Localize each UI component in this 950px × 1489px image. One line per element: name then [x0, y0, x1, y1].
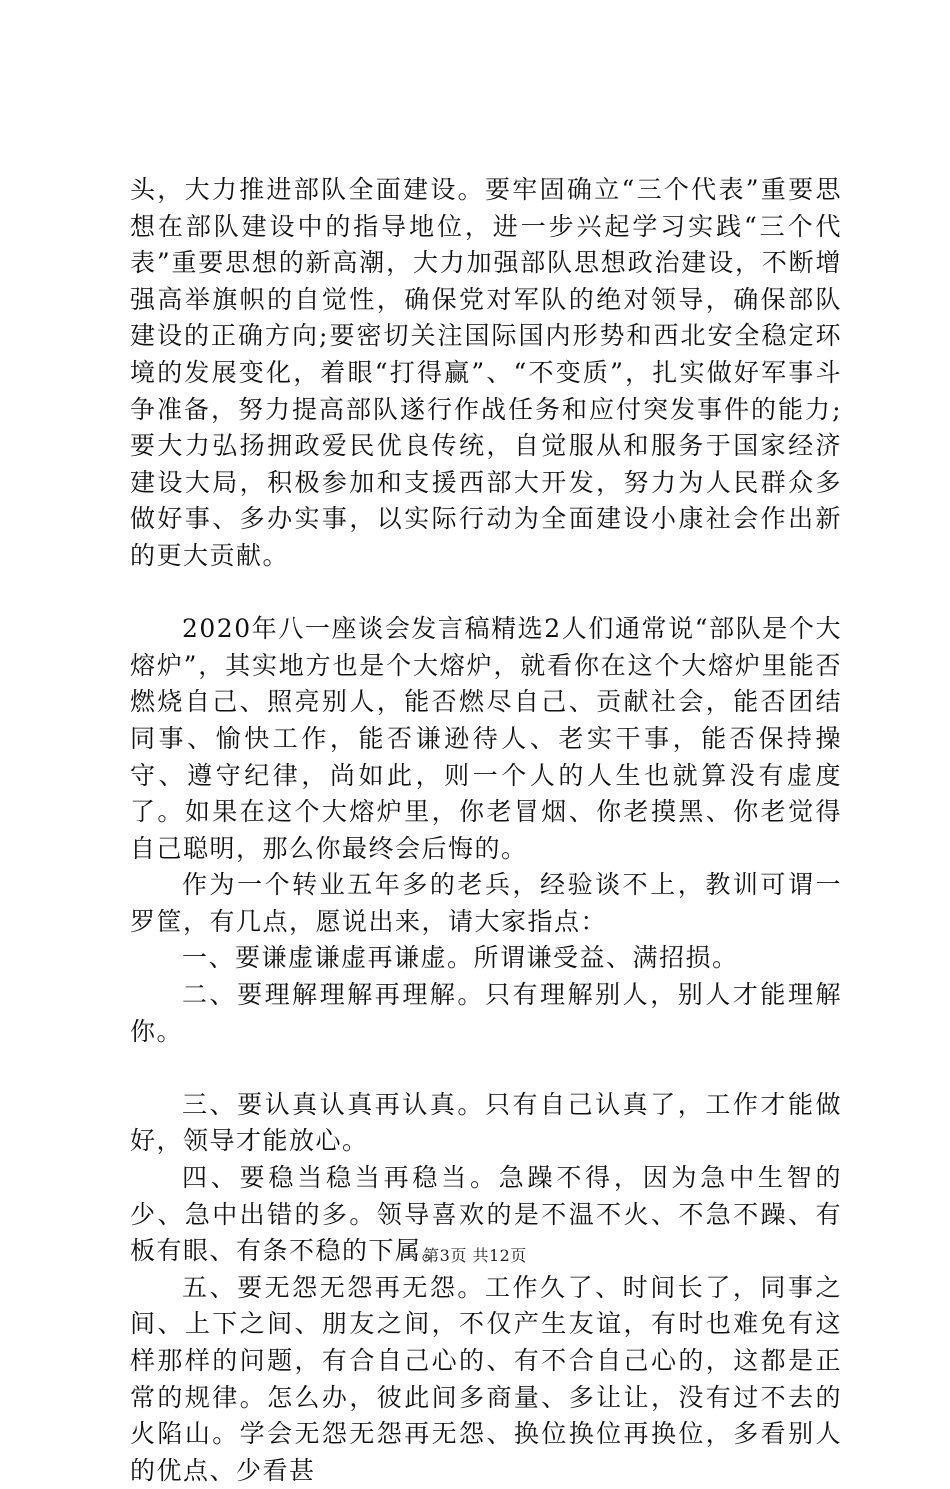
paragraph-4: 一、要谦虚谦虚再谦虚。所谓谦受益、满招损。 [182, 943, 739, 973]
paragraph-spacer [130, 1050, 842, 1087]
page-number-footer: 第3页 共12页 [423, 1246, 527, 1265]
document-body [130, 172, 842, 1489]
paragraph-5: 二、要理解理解再理解。只有理解别人，别人才能理解你。 [130, 980, 842, 1046]
paragraph-7: 四、要稳当稳当再稳当。急躁不得，因为急中生智的少、急中出错的多。领导喜欢的是不温不火、不急不躁、有板有眼、有条不稳的下属。 [130, 1163, 842, 1266]
paragraph-2: 2020年八一座谈会发言稿精选2人们通常说“部队是个大熔炉”，其实地方也是个大熔炉，就看你在这个大熔炉里能否燃烧自己、照亮别人，能否燃尽自己、贡献社会，能否团结同事、愉快工作，能否谦逊待人、老实干事，能否保持操守、遵守纪律，尚如此，则一个人的人生也就算没有虚度了。如果在这个大熔炉里，你老冒烟、你老摸黑、你老觉得自己聪明，那么你最终会后悔的。 [130, 614, 842, 863]
paragraph-1: 头，大力推进部队全面建设。要牢固确立“三个代表”重要思想在部队建设中的指导地位，进一步兴起学习实践“三个代表”重要思想的新高潮，大力加强部队思想政治建设，不断增强高举旗帜的自觉性，确保党对军队的绝对领导，确保部队建设的正确方向;要密切关注国际国内形势和西北安全稳定环境的发展变化，着眼“打得赢”、“不变质”，扎实做好军事斗争准备，努力提高部队遂行作战任务和应付突发事件的能力;要大力弘扬拥政爱民优良传统，自觉服从和服务于国家经济建设大局，积极参加和支援西部大开发，努力为人民群众多做好事、多办实事，以实际行动为全面建设小康社会作出新的更大贡献。 [130, 175, 842, 570]
paragraph-6: 三、要认真认真再认真。只有自己认真了，工作才能做好，领导才能放心。 [130, 1089, 842, 1156]
paragraph-3: 作为一个转业五年多的老兵，经验谈不上，教训可谓一罗筐，有几点，愿说出来，请大家指点： [130, 870, 842, 936]
paragraph-spacer [130, 575, 842, 612]
paragraph-8: 五、要无怨无怨再无怨。工作久了、时间长了，同事之间、上下之间、朋友之间，不仅产生友谊，有时也难免有这样那样的问题，有合自己心的、有不合自己心的，这都是正常的规律。怎么办，彼此间多商量、多让让，没有过不去的火陷山。学会无怨无怨再无怨、换位换位再换位，多看别人的优点、少看甚 [130, 1272, 842, 1485]
